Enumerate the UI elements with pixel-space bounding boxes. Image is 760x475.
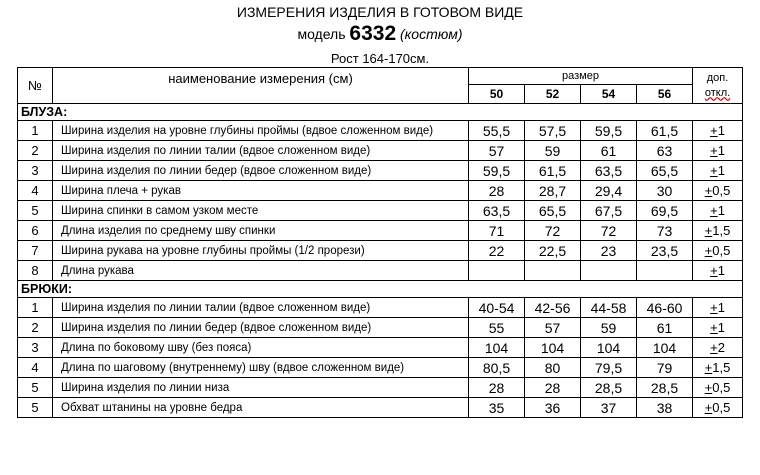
size-value: 104 bbox=[637, 338, 693, 358]
tolerance-value bbox=[693, 338, 743, 358]
size-value: 23,5 bbox=[637, 241, 693, 261]
size-value: 28 bbox=[469, 378, 525, 398]
row-number: 4 bbox=[18, 181, 53, 201]
measurement-name: Ширина рукава на уровне глубины проймы (1/2 прорези) bbox=[53, 241, 469, 261]
size-value: 104 bbox=[525, 338, 581, 358]
section-title: БРЮКИ: bbox=[18, 281, 743, 298]
row-number: 2 bbox=[18, 141, 53, 161]
tolerance-value bbox=[693, 181, 743, 201]
tolerance-sign: + bbox=[704, 380, 713, 395]
section-title: БЛУЗА: bbox=[18, 104, 743, 121]
tolerance-value bbox=[693, 358, 743, 378]
tolerance-sign: + bbox=[710, 263, 718, 278]
size-value bbox=[525, 261, 581, 281]
size-value: 65,5 bbox=[525, 201, 581, 221]
size-value: 67,5 bbox=[581, 201, 637, 221]
measurement-name: Длина изделия по среднему шву спинки bbox=[53, 221, 469, 241]
tolerance-value bbox=[693, 121, 743, 141]
measurement-name: Ширина изделия по линии талии (вдвое сложенном виде) bbox=[53, 298, 469, 318]
size-value: 61 bbox=[637, 318, 693, 338]
size-value: 63,5 bbox=[469, 201, 525, 221]
row-number: 1 bbox=[18, 298, 53, 318]
tolerance-amount: 1 bbox=[717, 203, 725, 218]
size-value: 69,5 bbox=[637, 201, 693, 221]
table-row bbox=[18, 161, 743, 181]
size-value: 61,5 bbox=[637, 121, 693, 141]
tolerance-value bbox=[693, 398, 743, 418]
size-value: 36 bbox=[525, 398, 581, 418]
size-value: 71 bbox=[469, 221, 525, 241]
tolerance-sign: + bbox=[704, 223, 713, 238]
row-number: 8 bbox=[18, 261, 53, 281]
size-value: 80,5 bbox=[469, 358, 525, 378]
size-column-header: 52 bbox=[525, 85, 581, 104]
row-number: 5 bbox=[18, 378, 53, 398]
size-value: 72 bbox=[525, 221, 581, 241]
size-value: 28,7 bbox=[525, 181, 581, 201]
size-value: 28,5 bbox=[637, 378, 693, 398]
tolerance-value bbox=[693, 221, 743, 241]
table-row bbox=[18, 121, 743, 141]
tolerance-amount: 2 bbox=[717, 340, 725, 355]
tolerance-sign: + bbox=[704, 183, 713, 198]
size-value: 23 bbox=[581, 241, 637, 261]
tolerance-sign: + bbox=[710, 320, 718, 335]
size-value: 72 bbox=[581, 221, 637, 241]
table-row bbox=[18, 141, 743, 161]
size-value: 65,5 bbox=[637, 161, 693, 181]
table-row bbox=[18, 338, 743, 358]
size-value: 63 bbox=[637, 141, 693, 161]
size-value: 46-60 bbox=[637, 298, 693, 318]
size-value: 37 bbox=[581, 398, 637, 418]
measurement-name: Ширина изделия по линии талии (вдвое сложенном виде) bbox=[53, 141, 469, 161]
section-row bbox=[18, 104, 743, 121]
tolerance-value bbox=[693, 241, 743, 261]
row-number: 3 bbox=[18, 338, 53, 358]
table-row bbox=[18, 221, 743, 241]
measurements-table bbox=[17, 67, 743, 418]
measurement-name: Ширина изделия по линии бедер (вдвое сложенном виде) bbox=[53, 161, 469, 181]
tolerance-amount: 0,5 bbox=[712, 183, 731, 198]
size-value: 104 bbox=[469, 338, 525, 358]
tolerance-sign: + bbox=[710, 340, 718, 355]
tolerance-value bbox=[693, 298, 743, 318]
size-value: 29,4 bbox=[581, 181, 637, 201]
size-value: 42-56 bbox=[525, 298, 581, 318]
tolerance-sign: + bbox=[710, 163, 718, 178]
table-row bbox=[18, 298, 743, 318]
size-value: 61,5 bbox=[525, 161, 581, 181]
tolerance-amount: 1 bbox=[717, 123, 725, 138]
size-value: 79 bbox=[637, 358, 693, 378]
size-value: 57,5 bbox=[525, 121, 581, 141]
size-value: 30 bbox=[637, 181, 693, 201]
size-value: 80 bbox=[525, 358, 581, 378]
tolerance-value bbox=[693, 318, 743, 338]
tolerance-amount: 1 bbox=[717, 300, 725, 315]
size-value bbox=[469, 261, 525, 281]
table-row bbox=[18, 181, 743, 201]
tolerance-value bbox=[693, 261, 743, 281]
row-number: 1 bbox=[18, 121, 53, 141]
size-value: 28 bbox=[525, 378, 581, 398]
height-range: Рост 164-170см. bbox=[330, 51, 430, 66]
tolerance-sign: + bbox=[710, 143, 718, 158]
row-number: 4 bbox=[18, 358, 53, 378]
row-number: 6 bbox=[18, 221, 53, 241]
tolerance-value bbox=[693, 161, 743, 181]
header-number: № bbox=[18, 68, 53, 104]
row-number: 7 bbox=[18, 241, 53, 261]
header-tolerance-line-1: доп. bbox=[706, 71, 729, 84]
tolerance-amount: 1,5 bbox=[712, 223, 731, 238]
tolerance-amount: 1 bbox=[717, 163, 725, 178]
tolerance-amount: 1 bbox=[717, 320, 725, 335]
size-value: 28 bbox=[469, 181, 525, 201]
size-column-header: 50 bbox=[469, 85, 525, 104]
tolerance-value bbox=[693, 201, 743, 221]
header-tolerance-line-2: откл. bbox=[704, 86, 731, 99]
size-value bbox=[581, 261, 637, 281]
row-number: 2 bbox=[18, 318, 53, 338]
measurement-name: Ширина изделия на уровне глубины проймы (вдвое сложенном виде) bbox=[53, 121, 469, 141]
measurement-name: Длина по боковому шву (без пояса) bbox=[53, 338, 469, 358]
table-row bbox=[18, 378, 743, 398]
measurement-name: Длина рукава bbox=[53, 261, 469, 281]
measurement-name: Ширина изделия по линии бедер (вдвое сложенном виде) bbox=[53, 318, 469, 338]
tolerance-sign: + bbox=[704, 243, 713, 258]
measurement-name: Обхват штанины на уровне бедра bbox=[53, 398, 469, 418]
document-title: ИЗМЕРЕНИЯ ИЗДЕЛИЯ В ГОТОВОМ ВИДЕ bbox=[236, 4, 524, 20]
size-value: 63,5 bbox=[581, 161, 637, 181]
size-value: 57 bbox=[525, 318, 581, 338]
size-value: 59,5 bbox=[469, 161, 525, 181]
model-label: модель bbox=[297, 26, 346, 42]
size-value: 38 bbox=[637, 398, 693, 418]
size-value: 22 bbox=[469, 241, 525, 261]
tolerance-amount: 1 bbox=[717, 263, 725, 278]
measurement-name: Ширина изделия по линии низа bbox=[53, 378, 469, 398]
table-row bbox=[18, 241, 743, 261]
size-value: 59 bbox=[525, 141, 581, 161]
row-number: 5 bbox=[18, 398, 53, 418]
size-value: 22,5 bbox=[525, 241, 581, 261]
size-column-header: 56 bbox=[637, 85, 693, 104]
tolerance-amount: 1 bbox=[717, 143, 725, 158]
row-number: 5 bbox=[18, 201, 53, 221]
tolerance-amount: 0,5 bbox=[712, 243, 731, 258]
row-number: 3 bbox=[18, 161, 53, 181]
size-value: 79,5 bbox=[581, 358, 637, 378]
table-row bbox=[18, 318, 743, 338]
size-value: 73 bbox=[637, 221, 693, 241]
tolerance-amount: 0,5 bbox=[712, 400, 731, 415]
size-value: 35 bbox=[469, 398, 525, 418]
measurement-name: Ширина плеча + рукав bbox=[53, 181, 469, 201]
table-row bbox=[18, 398, 743, 418]
model-type: (костюм) bbox=[400, 26, 463, 42]
table-row bbox=[18, 201, 743, 221]
tolerance-sign: + bbox=[710, 123, 718, 138]
tolerance-amount: 0,5 bbox=[712, 380, 731, 395]
table-row bbox=[18, 261, 743, 281]
size-value: 59,5 bbox=[581, 121, 637, 141]
size-value bbox=[637, 261, 693, 281]
size-value: 55 bbox=[469, 318, 525, 338]
size-value: 61 bbox=[581, 141, 637, 161]
tolerance-value bbox=[693, 378, 743, 398]
size-value: 104 bbox=[581, 338, 637, 358]
tolerance-sign: + bbox=[710, 300, 718, 315]
table-row bbox=[18, 358, 743, 378]
size-value: 40-54 bbox=[469, 298, 525, 318]
size-value: 57 bbox=[469, 141, 525, 161]
model-number: 6332 bbox=[349, 22, 397, 45]
tolerance-amount: 1,5 bbox=[712, 360, 731, 375]
size-value: 59 bbox=[581, 318, 637, 338]
tolerance-sign: + bbox=[704, 360, 713, 375]
measurement-name: Длина по шаговому (внутреннему) шву (вдвое сложенном виде) bbox=[53, 358, 469, 378]
size-value: 44-58 bbox=[581, 298, 637, 318]
tolerance-sign: + bbox=[704, 400, 713, 415]
header-tolerance bbox=[693, 68, 743, 104]
header-measurement-name: наименование измерения (см) bbox=[53, 68, 469, 104]
tolerance-sign: + bbox=[710, 203, 718, 218]
model-line bbox=[0, 22, 760, 46]
size-value: 55,5 bbox=[469, 121, 525, 141]
tolerance-value bbox=[693, 141, 743, 161]
header-size: размер bbox=[469, 68, 693, 85]
size-value: 28,5 bbox=[581, 378, 637, 398]
section-row bbox=[18, 281, 743, 298]
size-column-header: 54 bbox=[581, 85, 637, 104]
measurement-name: Ширина спинки в самом узком месте bbox=[53, 201, 469, 221]
